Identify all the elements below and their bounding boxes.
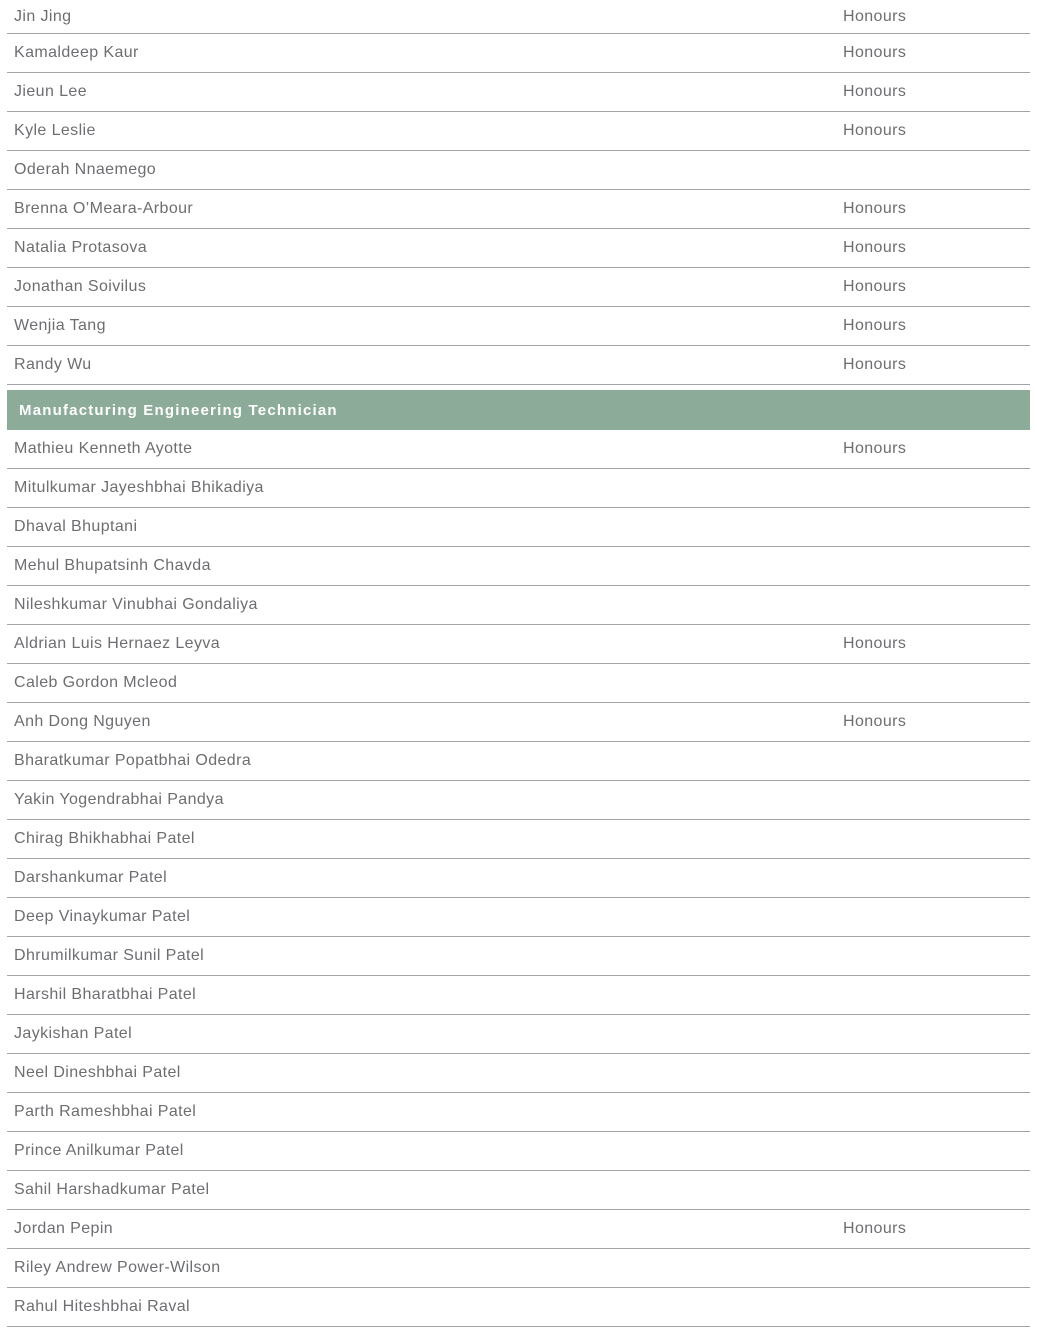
graduate-name: Darshankumar Patel xyxy=(14,869,168,886)
graduate-row xyxy=(7,508,1030,547)
award-label: Honours xyxy=(843,1220,907,1237)
graduate-row xyxy=(7,1288,1030,1327)
graduate-row xyxy=(7,1171,1030,1210)
graduate-row xyxy=(7,898,1030,937)
graduate-name: Oderah Nnaemego xyxy=(14,161,157,178)
award-label: Honours xyxy=(843,278,907,295)
award-label: Honours xyxy=(843,635,907,652)
graduate-row xyxy=(7,0,1030,34)
graduate-name: Sahil Harshadkumar Patel xyxy=(14,1181,210,1198)
graduate-row xyxy=(7,229,1030,268)
graduate-name: Kyle Leslie xyxy=(14,122,96,139)
graduate-row xyxy=(7,1054,1030,1093)
graduate-row xyxy=(7,625,1030,664)
graduate-row xyxy=(7,34,1030,73)
graduate-name: Anh Dong Nguyen xyxy=(14,713,151,730)
graduate-row xyxy=(7,73,1030,112)
graduate-row xyxy=(7,781,1030,820)
program-rows xyxy=(7,430,1030,1327)
graduate-row xyxy=(7,469,1030,508)
graduate-row xyxy=(7,307,1030,346)
graduate-row xyxy=(7,112,1030,151)
award-label: Honours xyxy=(843,713,907,730)
award-label: Honours xyxy=(843,44,907,61)
award-label: Honours xyxy=(843,122,907,139)
program-section xyxy=(7,0,1030,385)
graduate-row xyxy=(7,190,1030,229)
graduate-name: Neel Dineshbhai Patel xyxy=(14,1064,181,1081)
graduate-name: Wenjia Tang xyxy=(14,317,106,334)
graduate-row xyxy=(7,1249,1030,1288)
graduate-row xyxy=(7,937,1030,976)
graduate-row xyxy=(7,1210,1030,1249)
graduate-name: Yakin Yogendrabhai Pandya xyxy=(14,791,224,808)
graduate-name: Prince Anilkumar Patel xyxy=(14,1142,184,1159)
graduate-row xyxy=(7,1093,1030,1132)
graduate-name: Nileshkumar Vinubhai Gondaliya xyxy=(14,596,258,613)
graduate-name: Natalia Protasova xyxy=(14,239,148,256)
graduate-row xyxy=(7,547,1030,586)
award-label: Honours xyxy=(843,317,907,334)
graduate-name: Rahul Hiteshbhai Raval xyxy=(14,1298,191,1315)
graduate-row xyxy=(7,664,1030,703)
graduate-name: Dhrumilkumar Sunil Patel xyxy=(14,947,205,964)
graduate-name: Parth Rameshbhai Patel xyxy=(14,1103,197,1120)
award-label: Honours xyxy=(843,356,907,373)
graduate-name: Caleb Gordon Mcleod xyxy=(14,674,178,691)
graduate-row xyxy=(7,820,1030,859)
graduate-name: Brenna O’Meara-Arbour xyxy=(14,200,194,217)
award-label: Honours xyxy=(843,239,907,256)
graduate-row xyxy=(7,742,1030,781)
graduate-name: Jin Jing xyxy=(14,7,72,25)
program-rows xyxy=(7,0,1030,385)
graduate-row xyxy=(7,346,1030,385)
graduate-row xyxy=(7,1132,1030,1171)
graduate-row xyxy=(7,859,1030,898)
graduate-name: Jaykishan Patel xyxy=(14,1025,133,1042)
award-label: Honours xyxy=(843,440,907,457)
graduate-name: Jonathan Soivilus xyxy=(14,278,147,295)
graduate-row xyxy=(7,703,1030,742)
graduate-name: Chirag Bhikhabhai Patel xyxy=(14,830,195,847)
graduate-name: Jieun Lee xyxy=(14,83,87,100)
graduate-name: Harshil Bharatbhai Patel xyxy=(14,986,197,1003)
graduate-name: Mitulkumar Jayeshbhai Bhikadiya xyxy=(14,479,264,496)
award-label: Honours xyxy=(843,7,907,25)
program-header-label: Manufacturing Engineering Technician xyxy=(19,401,338,419)
program-header xyxy=(7,390,1030,430)
graduate-name: Riley Andrew Power-Wilson xyxy=(14,1259,221,1276)
graduate-name: Kamaldeep Kaur xyxy=(14,44,139,61)
graduate-name: Dhaval Bhuptani xyxy=(14,518,138,535)
graduate-row xyxy=(7,586,1030,625)
graduate-row xyxy=(7,1015,1030,1054)
program-section xyxy=(7,390,1030,1327)
award-label: Honours xyxy=(843,200,907,217)
graduate-name: Jordan Pepin xyxy=(14,1220,114,1237)
graduate-row xyxy=(7,268,1030,307)
graduate-name: Mathieu Kenneth Ayotte xyxy=(14,440,193,457)
graduate-name: Randy Wu xyxy=(14,356,92,373)
graduate-name: Aldrian Luis Hernaez Leyva xyxy=(14,635,221,652)
graduate-row xyxy=(7,430,1030,469)
graduate-name: Bharatkumar Popatbhai Odedra xyxy=(14,752,252,769)
graduate-name: Deep Vinaykumar Patel xyxy=(14,908,191,925)
graduate-row xyxy=(7,151,1030,190)
award-label: Honours xyxy=(843,83,907,100)
graduate-name: Mehul Bhupatsinh Chavda xyxy=(14,557,211,574)
graduate-row xyxy=(7,976,1030,1015)
